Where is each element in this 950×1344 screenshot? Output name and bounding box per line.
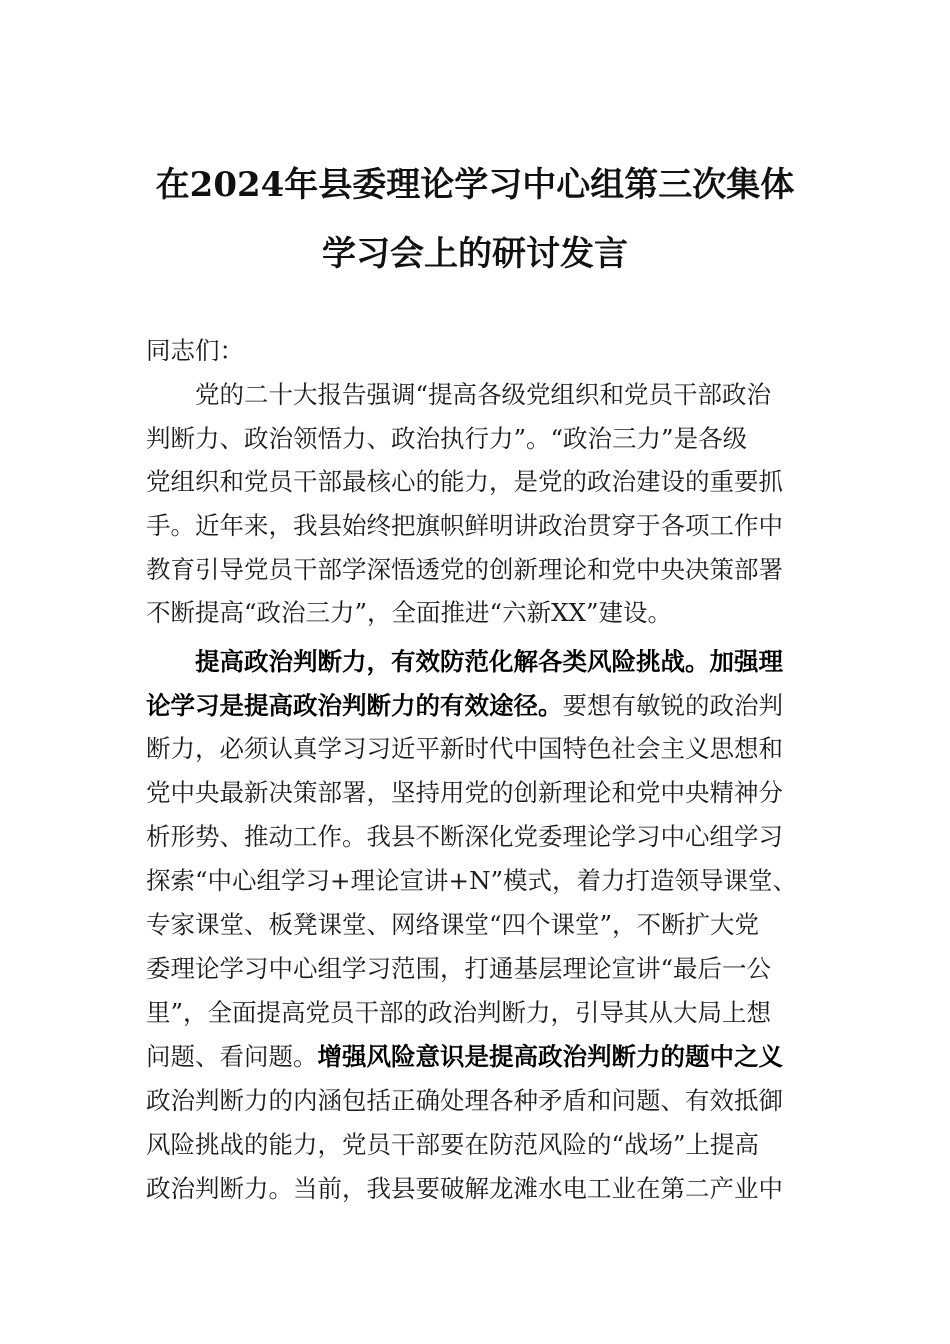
paragraph-2-line-9: 里”，全面提高党员干部的政治判断力，引导其从大局上想	[146, 998, 772, 1027]
paragraph-2-line-6: 探索“中心组学习+理论宣讲+N”模式，着力打造领导课堂、	[146, 866, 798, 895]
salutation: 同志们：	[146, 336, 244, 365]
paragraph-2-line-7: 专家课堂、板凳课堂、网络课堂“四个课堂”，不断扩大党	[146, 910, 760, 939]
paragraph-2-line-5: 析形势、推动工作。我县不断深化党委理论学习中心组学习	[146, 822, 783, 851]
paragraph-1-line-4: 手。近年来，我县始终把旗帜鲜明讲政治贯穿于各项工作中	[146, 511, 783, 540]
paragraph-2-line-4: 党中央最新决策部署，坚持用党的创新理论和党中央精神分	[146, 778, 783, 807]
paragraph-2-line-12: 风险挑战的能力，党员干部要在防范风险的“战场”上提高	[146, 1130, 760, 1159]
paragraph-1-line-3: 党组织和党员干部最核心的能力，是党的政治建设的重要抓	[146, 467, 783, 496]
paragraph-2-line-13: 政治判断力。当前，我县要破解龙滩水电工业在第二产业中	[146, 1174, 783, 1203]
paragraph-2-line-2	[146, 691, 783, 721]
paragraph-1-line-5: 教育引导党员干部学深悟透党的创新理论和党中央决策部署	[146, 555, 783, 584]
paragraph-2-line-3: 断力，必须认真学习习近平新时代中国特色社会主义思想和	[146, 734, 783, 763]
paragraph-1-line-2: 判断力、政治领悟力、政治执行力”。“政治三力”是各级	[146, 424, 748, 453]
paragraph-2-heading: 提高政治判断力，有效防范化解各类风险挑战。加强理	[195, 647, 783, 676]
paragraph-2-line-2-text: 要想有敏锐的政治判	[562, 691, 783, 720]
paragraph-2-line-8: 委理论学习中心组学习范围，打通基层理论宣讲“最后一公	[146, 954, 772, 983]
paragraph-1-line-6: 不断提高“政治三力”，全面推进“六新XX”建设。	[146, 598, 672, 627]
document-title-line-1: 在2024年县委理论学习中心组第三次集体	[155, 165, 795, 205]
paragraph-2-line-10-text: 问题、看问题。	[146, 1042, 318, 1071]
paragraph-2-subheading-2: 增强风险意识是提高政治判断力的题中之义	[317, 1042, 783, 1071]
paragraph-1-line-1: 党的二十大报告强调“提高各级党组织和党员干部政治	[195, 380, 772, 409]
document-title-line-2: 学习会上的研讨发言	[322, 234, 628, 274]
paragraph-2-line-10	[146, 1042, 783, 1072]
paragraph-2-subheading-1: 论学习是提高政治判断力的有效途径。	[146, 691, 563, 720]
paragraph-2-line-11: 政治判断力的内涵包括正确处理各种矛盾和问题、有效抵御	[146, 1086, 783, 1115]
